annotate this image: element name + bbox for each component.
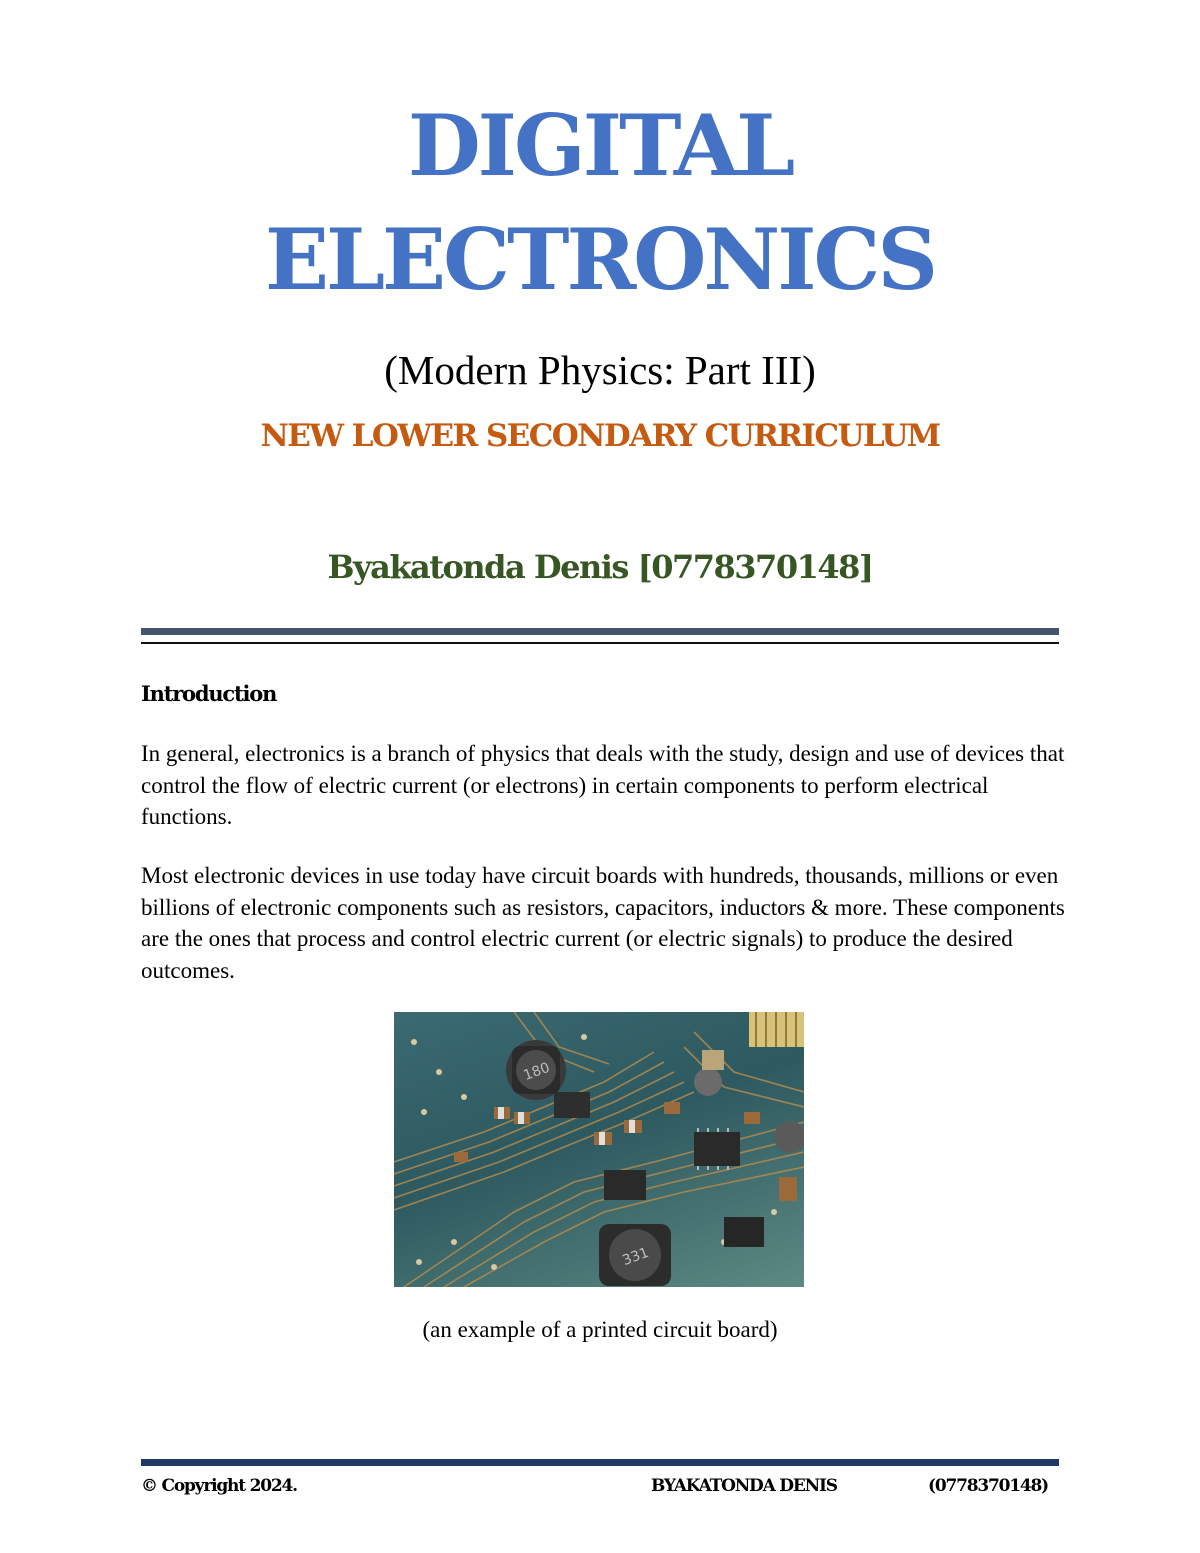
footer-name: BYAKATONDA DENIS — [651, 1476, 837, 1496]
figure-caption: (an example of a printed circuit board) — [422, 1317, 778, 1342]
circuit-board-photo — [394, 1012, 804, 1287]
footer-copyright: © Copyright 2024. — [141, 1476, 297, 1496]
author-line: Byakatonda Denis [0778370148] — [327, 548, 873, 586]
title-line-2: ELECTRONICS — [264, 210, 936, 309]
title-line-1: DIGITAL — [407, 96, 793, 195]
footer-divider — [141, 1459, 1059, 1466]
circuit-board-illustration — [394, 1012, 804, 1287]
section-heading: Introduction — [141, 681, 277, 706]
subtitle: (Modern Physics: Part III) — [384, 347, 816, 393]
header-divider-thick — [141, 628, 1059, 635]
header-divider-thin — [141, 642, 1059, 644]
inductor-mark-1: 180 — [521, 1059, 552, 1084]
intro-paragraph-2: Most electronic devices in use today have circuit boards with hundreds, thousands, millions or even billions of electronic components such as resistors, capacitors, inductors & more. These components are the ones that process and control electric current (or electric signals) to produce the desired outcomes. — [141, 863, 1065, 983]
curriculum-label: NEW LOWER SECONDARY CURRICULUM — [260, 418, 940, 454]
footer-phone: (0778370148) — [928, 1476, 1048, 1496]
inductor-mark-2: 331 — [620, 1244, 651, 1269]
intro-paragraph-1: In general, electronics is a branch of physics that deals with the study, design and use of devices that control the flow of electric current (or electrons) in certain components to perform electrical functions. — [141, 741, 1065, 829]
